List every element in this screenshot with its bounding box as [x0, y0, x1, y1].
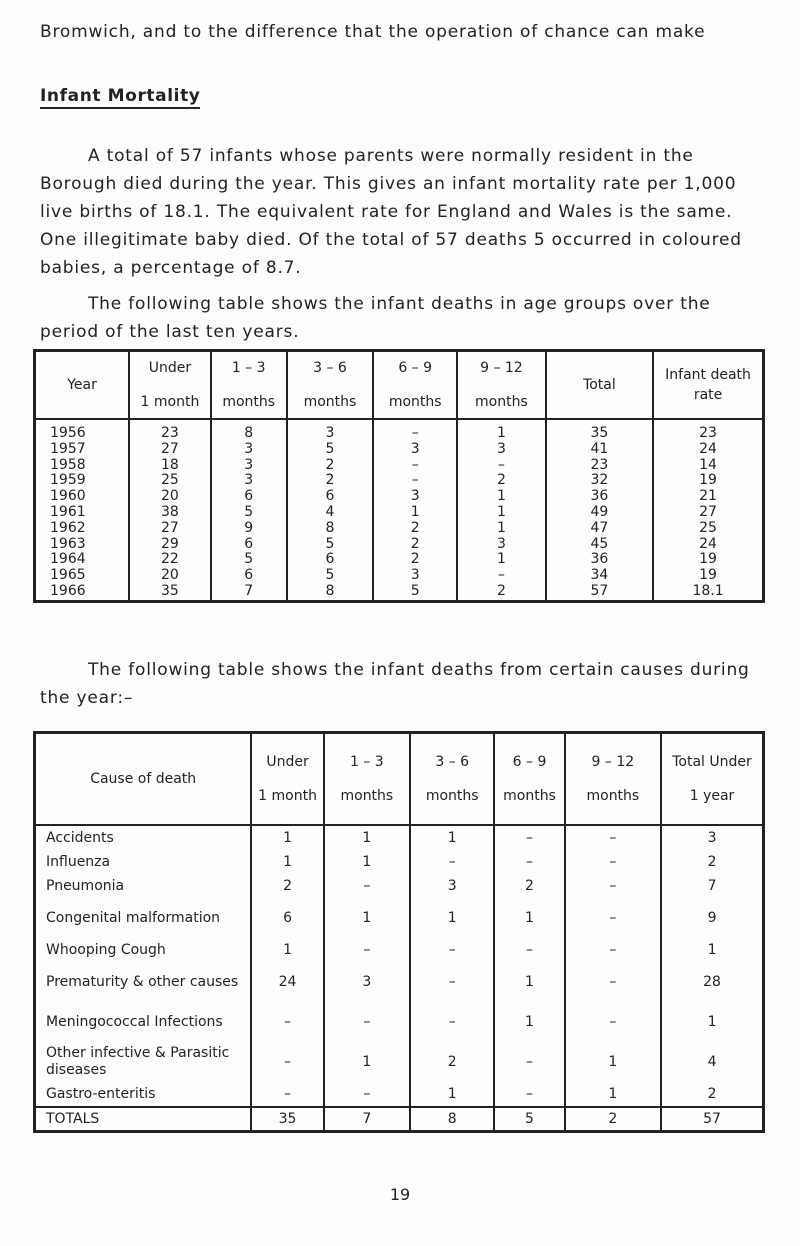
row-label-cell: 1958	[50, 456, 86, 473]
value-cell: 5	[287, 442, 374, 458]
value-cell: 1	[457, 505, 546, 521]
value-cell: 19	[653, 473, 763, 489]
total-value: 57	[661, 1107, 763, 1132]
value-cell: 1	[251, 850, 323, 874]
value-cell: 1	[565, 1082, 661, 1107]
column-header	[653, 351, 763, 420]
column-header-line2: months	[586, 788, 640, 804]
column-header-line1: 3 – 6	[313, 360, 347, 376]
column-header-line1: 6 – 9	[398, 360, 433, 376]
infant-deaths-causes-table	[33, 731, 765, 1133]
value-cell: 19	[653, 568, 763, 584]
value-cell: 8	[287, 584, 374, 601]
value-cell: 2	[373, 521, 457, 537]
row-label-cell: Other infective & Parasitic diseases	[46, 1045, 230, 1078]
value-cell: –	[494, 1042, 564, 1082]
value-cell: 1	[565, 1042, 661, 1082]
value-cell: 1	[494, 1002, 564, 1042]
column-header-line2: months	[340, 788, 394, 804]
value-cell: 35	[546, 419, 653, 442]
value-cell: 6	[211, 568, 287, 584]
column-header-line1: 1 – 3	[350, 754, 384, 770]
column-header-line1: Under	[148, 360, 192, 376]
value-cell: 5	[373, 584, 457, 601]
value-cell: –	[457, 568, 546, 584]
value-cell: 24	[653, 537, 763, 553]
value-cell: 27	[653, 505, 763, 521]
value-cell: 2	[287, 458, 374, 474]
value-cell: 1	[661, 1002, 763, 1042]
value-cell: 20	[129, 489, 211, 505]
column-header-line2: months	[303, 394, 357, 410]
column-header	[457, 351, 546, 420]
value-cell: –	[565, 898, 661, 938]
value-cell: 2	[373, 537, 457, 553]
value-cell: 23	[129, 419, 211, 442]
value-cell: 3	[373, 568, 457, 584]
table-row	[35, 568, 764, 584]
value-cell: –	[251, 1082, 323, 1107]
value-cell: 49	[546, 505, 653, 521]
total-value: 7	[324, 1107, 410, 1132]
value-cell: 3	[324, 962, 410, 1002]
column-header	[373, 351, 457, 420]
value-cell: 21	[653, 489, 763, 505]
value-cell: 1	[457, 489, 546, 505]
value-cell: –	[324, 1082, 410, 1107]
column-header	[35, 733, 252, 826]
column-header-line1: Total	[583, 377, 616, 393]
row-label-cell: 1962	[50, 519, 86, 536]
row-label-cell: Accidents	[46, 829, 114, 846]
row-label-cell: 1964	[50, 551, 86, 568]
column-header-line2: months	[222, 394, 276, 410]
table-row	[35, 473, 764, 489]
value-cell: 3	[373, 489, 457, 505]
value-cell: 19	[653, 552, 763, 568]
table-row	[35, 489, 764, 505]
value-cell: 1	[410, 898, 494, 938]
value-cell: 23	[546, 458, 653, 474]
value-cell: –	[565, 1002, 661, 1042]
value-cell: –	[373, 458, 457, 474]
column-header	[251, 733, 323, 826]
value-cell: 32	[546, 473, 653, 489]
value-cell: 25	[129, 473, 211, 489]
value-cell: 36	[546, 489, 653, 505]
value-cell: 20	[129, 568, 211, 584]
column-header-line2: months	[425, 788, 479, 804]
value-cell: 2	[457, 473, 546, 489]
column-header-line1: Total Under	[672, 754, 752, 770]
value-cell: 27	[129, 442, 211, 458]
value-cell: 1	[410, 1082, 494, 1107]
value-cell: –	[410, 850, 494, 874]
section-heading: Infant Mortality	[40, 86, 200, 109]
column-header-line1: Under	[266, 754, 309, 770]
value-cell: 9	[661, 898, 763, 938]
table-row	[35, 537, 764, 553]
value-cell: –	[565, 938, 661, 962]
table-row	[35, 898, 764, 938]
value-cell: 2	[251, 874, 323, 898]
intro-text: Bromwich, and to the difference that the operation of chance can make	[40, 22, 706, 42]
value-cell: 57	[546, 584, 653, 601]
value-cell: 6	[211, 537, 287, 553]
value-cell: 2	[373, 552, 457, 568]
table-row	[35, 419, 764, 442]
column-header-line1: 6 – 9	[512, 754, 547, 770]
value-cell: 1	[324, 898, 410, 938]
value-cell: 2	[287, 473, 374, 489]
column-header-line1: Infant death rate	[665, 367, 751, 403]
value-cell: 27	[129, 521, 211, 537]
table-row	[35, 962, 764, 1002]
value-cell: –	[410, 962, 494, 1002]
column-header-line1: Year	[67, 377, 97, 393]
value-cell: 1	[373, 505, 457, 521]
value-cell: –	[457, 458, 546, 474]
value-cell: –	[410, 938, 494, 962]
table-row	[35, 552, 764, 568]
value-cell: –	[324, 938, 410, 962]
value-cell: 5	[287, 568, 374, 584]
column-header	[661, 733, 763, 826]
value-cell: 3	[211, 442, 287, 458]
column-header	[565, 733, 661, 826]
totals-row	[35, 1107, 764, 1132]
value-cell: 18	[129, 458, 211, 474]
row-label-cell: 1959	[50, 472, 86, 489]
column-header	[324, 733, 410, 826]
row-label-cell: Congenital malformation	[46, 909, 221, 926]
value-cell: 36	[546, 552, 653, 568]
value-cell: 34	[546, 568, 653, 584]
page-number: 19	[389, 1185, 411, 1204]
value-cell: 2	[661, 850, 763, 874]
value-cell: –	[494, 1082, 564, 1107]
table-row	[35, 1082, 764, 1107]
value-cell: 1	[494, 898, 564, 938]
value-cell: 3	[373, 442, 457, 458]
row-label-cell: Meningococcal Infections	[46, 1013, 223, 1030]
value-cell: 25	[653, 521, 763, 537]
value-cell: 38	[129, 505, 211, 521]
column-header	[35, 351, 130, 420]
column-header-line1: 9 – 12	[480, 360, 523, 376]
value-cell: –	[251, 1002, 323, 1042]
value-cell: 24	[653, 442, 763, 458]
value-cell: 2	[494, 874, 564, 898]
value-cell: 3	[211, 473, 287, 489]
table-row	[35, 521, 764, 537]
value-cell: –	[565, 874, 661, 898]
value-cell: 6	[287, 552, 374, 568]
value-cell: –	[494, 850, 564, 874]
table-row	[35, 1002, 764, 1042]
column-header	[129, 351, 211, 420]
value-cell: 1	[251, 825, 323, 850]
table-row	[35, 1042, 764, 1082]
value-cell: 8	[211, 419, 287, 442]
column-header-line2: 1 year	[689, 788, 735, 804]
column-header-line1: 1 – 3	[231, 360, 266, 376]
column-header	[546, 351, 653, 420]
table-row	[35, 850, 764, 874]
value-cell: 2	[410, 1042, 494, 1082]
value-cell: 23	[653, 419, 763, 442]
table-row	[35, 938, 764, 962]
column-header	[287, 351, 374, 420]
value-cell: –	[565, 962, 661, 1002]
value-cell: 3	[410, 874, 494, 898]
total-value: 8	[410, 1107, 494, 1132]
value-cell: 3	[287, 419, 374, 442]
table-row	[35, 442, 764, 458]
value-cell: 3	[661, 825, 763, 850]
value-cell: –	[494, 825, 564, 850]
table-header-row	[35, 733, 764, 826]
value-cell: 3	[457, 537, 546, 553]
column-header	[410, 733, 494, 826]
value-cell: –	[565, 850, 661, 874]
row-label-cell: 1966	[50, 582, 86, 599]
paragraph-table-intro: The following table shows the infant deaths in age groups over the period of the last ten years.	[40, 294, 711, 342]
value-cell: 1	[324, 850, 410, 874]
value-cell: 1	[251, 938, 323, 962]
value-cell: –	[373, 473, 457, 489]
value-cell: 1	[457, 552, 546, 568]
value-cell: 24	[251, 962, 323, 1002]
column-header-line2: 1 month	[258, 788, 317, 804]
table-row	[35, 874, 764, 898]
value-cell: 28	[661, 962, 763, 1002]
table-header-row	[35, 351, 764, 420]
column-header-line2: months	[503, 788, 556, 804]
value-cell: 1	[661, 938, 763, 962]
column-header-line2: months	[475, 394, 528, 410]
value-cell: 7	[661, 874, 763, 898]
table-row	[35, 458, 764, 474]
value-cell: 5	[287, 537, 374, 553]
row-label-cell: 1963	[50, 535, 86, 552]
value-cell: 45	[546, 537, 653, 553]
value-cell: 9	[211, 521, 287, 537]
value-cell: 3	[457, 442, 546, 458]
column-header-line1: Cause of death	[90, 771, 197, 787]
row-label-cell: Pneumonia	[46, 877, 125, 894]
total-value: 35	[251, 1107, 323, 1132]
value-cell: 14	[653, 458, 763, 474]
table-row	[35, 825, 764, 850]
row-label-cell: 1961	[50, 503, 86, 520]
total-value: 5	[494, 1107, 564, 1132]
value-cell: 1	[494, 962, 564, 1002]
value-cell: 6	[251, 898, 323, 938]
value-cell: 6	[211, 489, 287, 505]
row-label-cell: 1957	[50, 440, 86, 457]
value-cell: 3	[211, 458, 287, 474]
paragraph-infant-mortality: A total of 57 infants whose parents were normally resident in the Borough died during the year. This gives an infant mortality rate per 1,000 live births of 18.1. The equivalent rate for England and Wales is the same. One illegitimate baby died. Of the total of 57 deaths 5 occurred in coloured babies, a percentage of 8.7.	[40, 146, 742, 278]
value-cell: –	[324, 874, 410, 898]
value-cell: 8	[287, 521, 374, 537]
row-label-cell: 1965	[50, 567, 86, 584]
value-cell: 5	[211, 552, 287, 568]
value-cell: 41	[546, 442, 653, 458]
value-cell: 1	[457, 419, 546, 442]
value-cell: 2	[661, 1082, 763, 1107]
column-header-line2: months	[388, 394, 442, 410]
table-row	[35, 584, 764, 601]
value-cell: –	[565, 825, 661, 850]
value-cell: 6	[287, 489, 374, 505]
value-cell: –	[251, 1042, 323, 1082]
row-label-cell: Whooping Cough	[46, 941, 166, 958]
value-cell: 1	[324, 1042, 410, 1082]
row-label-cell: Prematurity & other causes	[46, 973, 239, 990]
column-header-line2: 1 month	[140, 394, 200, 410]
value-cell: –	[410, 1002, 494, 1042]
totals-label: TOTALS	[35, 1107, 252, 1132]
paragraph-causes-intro: The following table shows the infant deaths from certain causes during the year:–	[40, 660, 750, 708]
infant-deaths-age-table	[33, 349, 765, 603]
column-header-line1: 3 – 6	[435, 754, 470, 770]
value-cell: 22	[129, 552, 211, 568]
value-cell: 1	[457, 521, 546, 537]
value-cell: 35	[129, 584, 211, 601]
total-value: 2	[565, 1107, 661, 1132]
row-label-cell: 1956	[50, 425, 86, 441]
value-cell: 5	[211, 505, 287, 521]
row-label-cell: 1960	[50, 488, 86, 505]
table-row	[35, 505, 764, 521]
value-cell: 4	[287, 505, 374, 521]
value-cell: –	[494, 938, 564, 962]
value-cell: 1	[410, 825, 494, 850]
column-header	[494, 733, 564, 826]
value-cell: –	[373, 419, 457, 442]
value-cell: 4	[661, 1042, 763, 1082]
value-cell: 7	[211, 584, 287, 601]
value-cell: 29	[129, 537, 211, 553]
row-label-cell: Gastro-enteritis	[46, 1085, 156, 1102]
value-cell: 18.1	[653, 584, 763, 601]
row-label-cell: Influenza	[46, 853, 111, 870]
value-cell: 47	[546, 521, 653, 537]
value-cell: –	[324, 1002, 410, 1042]
value-cell: 1	[324, 825, 410, 850]
column-header-line1: 9 – 12	[591, 754, 635, 770]
value-cell: 2	[457, 584, 546, 601]
column-header	[211, 351, 287, 420]
